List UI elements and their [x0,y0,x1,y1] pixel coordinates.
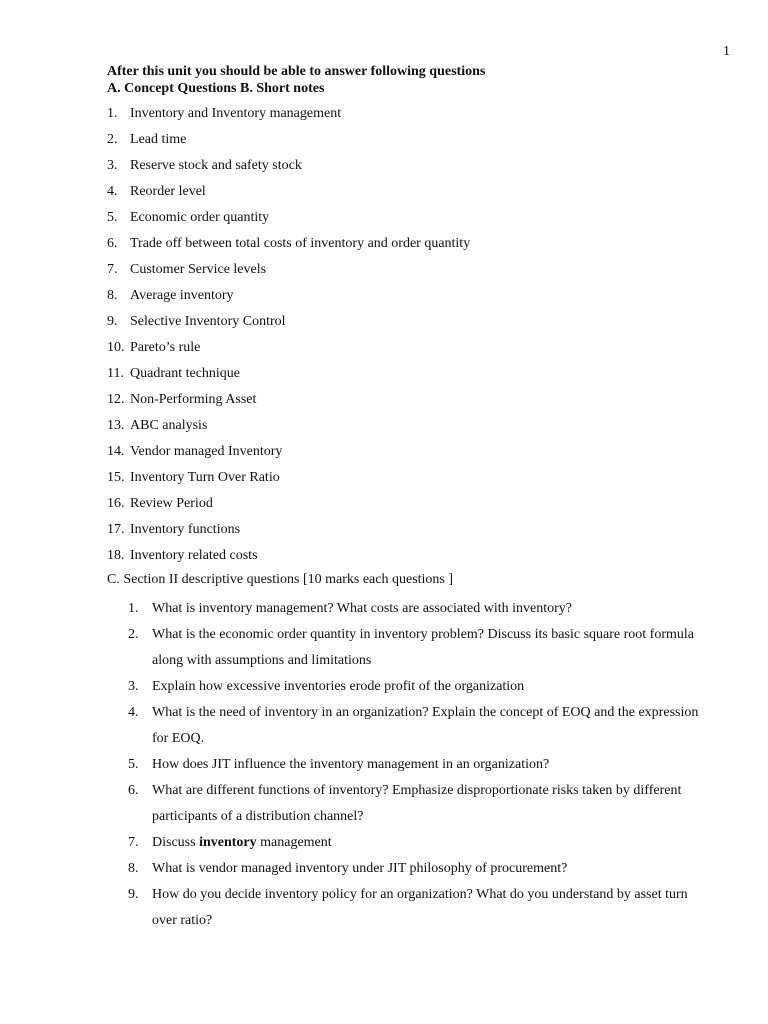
descriptive-question [128,882,708,934]
item-number: 8. [107,288,118,303]
item-number: 3. [107,158,118,173]
descriptive-question [128,752,708,778]
short-answer-item [107,338,470,364]
item-number: 6. [107,236,118,251]
item-number: 14. [107,444,125,459]
item-text: Economic order quantity [130,210,270,225]
item-text: Review Period [130,496,213,511]
item-text: Inventory related costs [130,548,258,563]
short-answer-item [107,442,470,468]
short-answer-list [107,104,470,572]
item-number: 11. [107,366,124,381]
question-number: 5. [128,757,139,772]
short-answer-item [107,156,470,182]
item-number: 7. [107,262,118,277]
question-text-part: management [256,835,332,850]
item-text: Pareto’s rule [130,340,201,355]
item-text: Vendor managed Inventory [130,444,283,459]
question-number: 3. [128,679,139,694]
question-text: What is vendor managed inventory under JIT philosophy of procurement? [152,861,568,876]
question-text: What is inventory management? What costs are associated with inventory? [152,601,572,616]
item-number: 13. [107,418,125,433]
question-text: What is the need of inventory in an organization? Explain the concept of EOQ and the expression for EOQ. [152,705,699,746]
item-text: Customer Service levels [130,262,267,277]
item-text: Average inventory [130,288,234,303]
item-number: 9. [107,314,118,329]
question-number: 9. [128,887,139,902]
unit-heading: After this unit you should be able to answer following questions [107,64,486,79]
question-number: 8. [128,861,139,876]
short-answer-item [107,546,470,572]
item-number: 17. [107,522,125,537]
descriptive-question [128,856,708,882]
descriptive-question [128,778,708,830]
short-answer-item [107,468,470,494]
item-text: ABC analysis [130,418,208,433]
descriptive-question [128,674,708,700]
question-number: 1. [128,601,139,616]
item-text: Lead time [130,132,187,147]
short-answer-item [107,416,470,442]
page-number: 1 [723,44,730,59]
question-text-part: Discuss [152,835,200,850]
item-text: Reorder level [130,184,206,199]
section-ab-heading: A. Concept Questions B. Short notes [107,81,325,96]
short-answer-item [107,390,470,416]
item-text: Inventory Turn Over Ratio [130,470,280,485]
item-number: 2. [107,132,118,147]
item-number: 4. [107,184,118,199]
short-answer-item [107,260,470,286]
question-number: 2. [128,627,139,642]
section-c-heading: C. Section II descriptive questions [10 marks each questions ] [107,572,454,587]
question-number: 6. [128,783,139,798]
item-text: Inventory functions [130,522,241,537]
item-number: 18. [107,548,125,563]
question-number: 4. [128,705,139,720]
question-text: What are different functions of inventory? Emphasize disproportionate risks taken by different participants of a distribution channel? [152,783,682,824]
item-text: Trade off between total costs of inventory and order quantity [130,236,471,251]
short-answer-item [107,312,470,338]
item-number: 1. [107,106,118,121]
question-number: 7. [128,835,139,850]
item-text: Selective Inventory Control [130,314,286,329]
item-number: 16. [107,496,125,511]
question-text: Explain how excessive inventories erode profit of the organization [152,679,525,694]
question-bold-term: inventory [199,835,257,850]
descriptive-question [128,700,708,752]
item-number: 10. [107,340,125,355]
item-number: 12. [107,392,125,407]
item-text: Reserve stock and safety stock [130,158,302,173]
question-text [152,830,708,856]
item-text: Inventory and Inventory management [130,106,342,121]
descriptive-question [128,830,708,856]
descriptive-question [128,596,708,622]
short-answer-item [107,520,470,546]
question-text: What is the economic order quantity in inventory problem? Discuss its basic square root formula along with assumptions and limitations [152,627,694,668]
item-number: 15. [107,470,125,485]
item-text: Non-Performing Asset [130,392,257,407]
short-answer-item [107,182,470,208]
short-answer-item [107,364,470,390]
short-answer-item [107,130,470,156]
short-answer-item [107,286,470,312]
question-text: How does JIT influence the inventory management in an organization? [152,757,550,772]
descriptive-question-list [128,596,708,934]
short-answer-item [107,104,470,130]
item-text: Quadrant technique [130,366,241,381]
descriptive-question [128,622,708,674]
question-text: How do you decide inventory policy for an organization? What do you understand by asset turn over ratio? [152,887,688,928]
short-answer-item [107,208,470,234]
short-answer-item [107,234,470,260]
short-answer-item [107,494,470,520]
item-number: 5. [107,210,118,225]
